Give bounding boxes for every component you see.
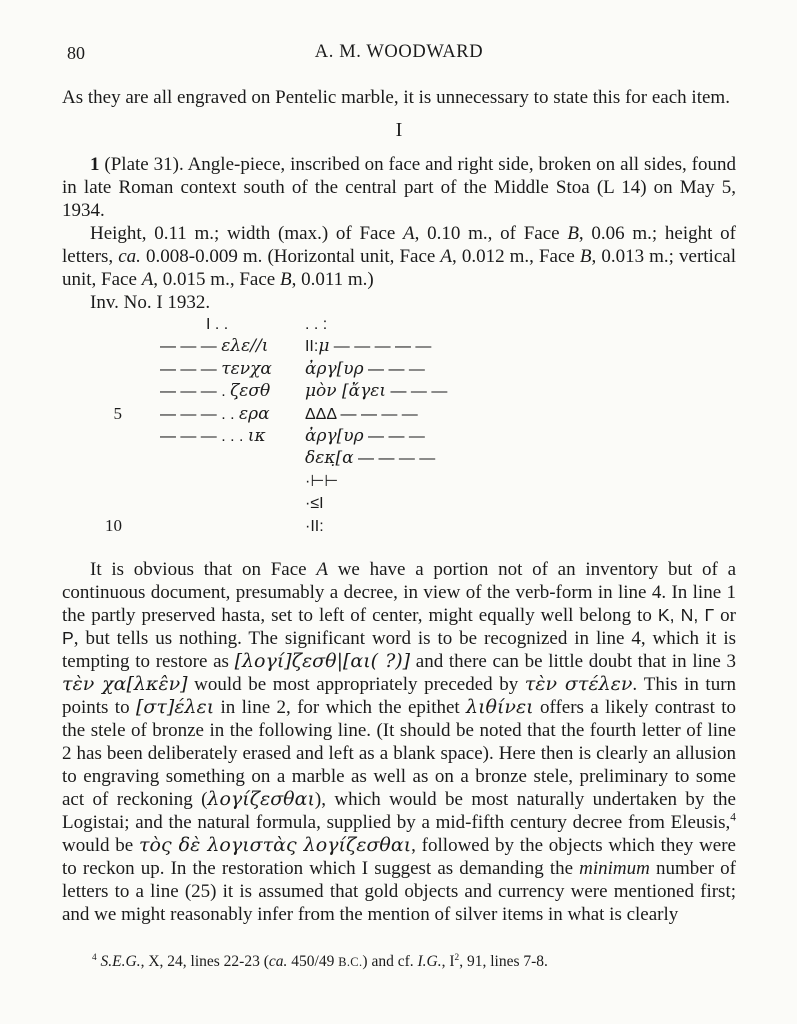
inscription-row bbox=[62, 493, 736, 515]
inscription-face-b-text: ΔΔΔ — — — — bbox=[305, 405, 418, 423]
inscription-row bbox=[62, 381, 736, 403]
inscription-row bbox=[62, 314, 736, 336]
inscription-face-b-text: ΙΙ:μ — — — — — bbox=[305, 336, 432, 357]
inscription-line-number: 5 bbox=[113, 403, 122, 423]
inscription-line-number: 10 bbox=[105, 515, 122, 535]
inscription-face-b-text: ·ΙΙ: bbox=[305, 517, 324, 535]
inscription-face-a-text: — — — ελε//ι bbox=[160, 336, 269, 357]
inscription-face-b-text: ·⊢⊢ bbox=[305, 472, 339, 490]
inscription-row bbox=[62, 359, 736, 381]
intro-paragraph: As they are all engraved on Pentelic marble, it is unnecessary to state this for each item. bbox=[62, 87, 730, 108]
inscription-face-b-text: ἀργ[υρ — — — bbox=[305, 425, 425, 446]
inscription-row bbox=[62, 448, 736, 470]
commentary-paragraph: It is obvious that on Face A we have a portion not of an inventory but of a continuous document, presumably a decree, in view of the verb-form in line 4. In line 1 the partly preserved hasta, set to left of center, might equally well belong to K, N, Γ or P, but tells us nothing. The significant word is to be recognized in line 4, which it is tempting to restore as [λογί]ζεσθ|[αι( ?)] and there can be little doubt that in line 3 τὲν χα[λκε̂ν] would be most appropriately preceded by τὲν στέλεν. This in turn points to [στ]έλει in line 2, for which the epithet λιθίνει offers a likely contrast to the stele of bronze in the following line. (It should be noted that the fourth letter of line 2 has been deliberately erased and left as a blank space). Here then is clearly an allusion to engraving something on a marble as well as on a bronze stele, preliminary to some act of reckoning (λογίζεσθαι), which would be most naturally undertaken by the Logistai; and the natural formula, supplied by a mid-fifth century decree from Eleusis,$^4$ would be τὸς δὲ λογιστὰς λογίζεσθαι, followed by the objects which they were to reckon up. In the restoration which I suggest as demanding the minimum number of letters to a line (25) it is assumed that gold objects and currency were mentioned first; and we might reasonably infer from the mention of silver items in what is clearly bbox=[62, 558, 737, 925]
inscription-face-b-text: μὸν [ἄγει — — — bbox=[305, 381, 448, 402]
inscription-face-b-text: . . : bbox=[305, 316, 328, 333]
inscription-face-a-text: — — — . ζ̣εσθ bbox=[160, 381, 271, 402]
measurements-paragraph: Height, 0.11 m.; width (max.) of Face A, 0.10 m., of Face B, 0.06 m.; height of letters, ca. 0.008-0.009 m. (Horizontal unit, Face A, 0.012 m., Face B, 0.013 m.; vertical unit, Face A, 0.015 m., Face B, 0.011 m.) bbox=[62, 223, 736, 290]
inscription-face-b-text: ἀργ[υρ — — — bbox=[305, 358, 425, 379]
running-head: A. M. WOODWARD bbox=[314, 42, 484, 62]
inscription-row bbox=[62, 516, 736, 538]
footnote: $^4$ S.E.G., X, 24, lines 22-23 (ca. 450/49 B.C.) and cf. I.G., $I^2$, 91, lines 7-8. bbox=[92, 952, 548, 970]
inscription-face-a-text: — — — . . . ικ bbox=[160, 425, 266, 446]
inscription-transcription bbox=[62, 314, 736, 538]
page-number: 80 bbox=[67, 43, 85, 63]
item-description-paragraph: 1 (Plate 31). Angle-piece, inscribed on face and right side, broken on all sides, found in late Roman context south of the central part of the Middle Stoa (L 14) on May 5, 1934. bbox=[62, 154, 736, 221]
inscription-row bbox=[62, 404, 736, 426]
inscription-face-a-text: — — — τενχα bbox=[160, 358, 272, 379]
page-header bbox=[62, 42, 736, 66]
inscription-face-a-text: — — — . . ερα bbox=[160, 403, 270, 424]
section-heading: I bbox=[395, 119, 403, 141]
inscription-row bbox=[62, 426, 736, 448]
inscription-face-b-text: ·≤Ι bbox=[305, 495, 324, 513]
inventory-number-line: Inv. No. I 1932. bbox=[90, 292, 211, 313]
inscription-face-b-text: δεκ̣[α — — — — bbox=[305, 448, 436, 469]
inscription-face-a-text: Ι . . bbox=[206, 316, 229, 333]
inscription-row bbox=[62, 471, 736, 493]
inscription-row bbox=[62, 336, 736, 358]
